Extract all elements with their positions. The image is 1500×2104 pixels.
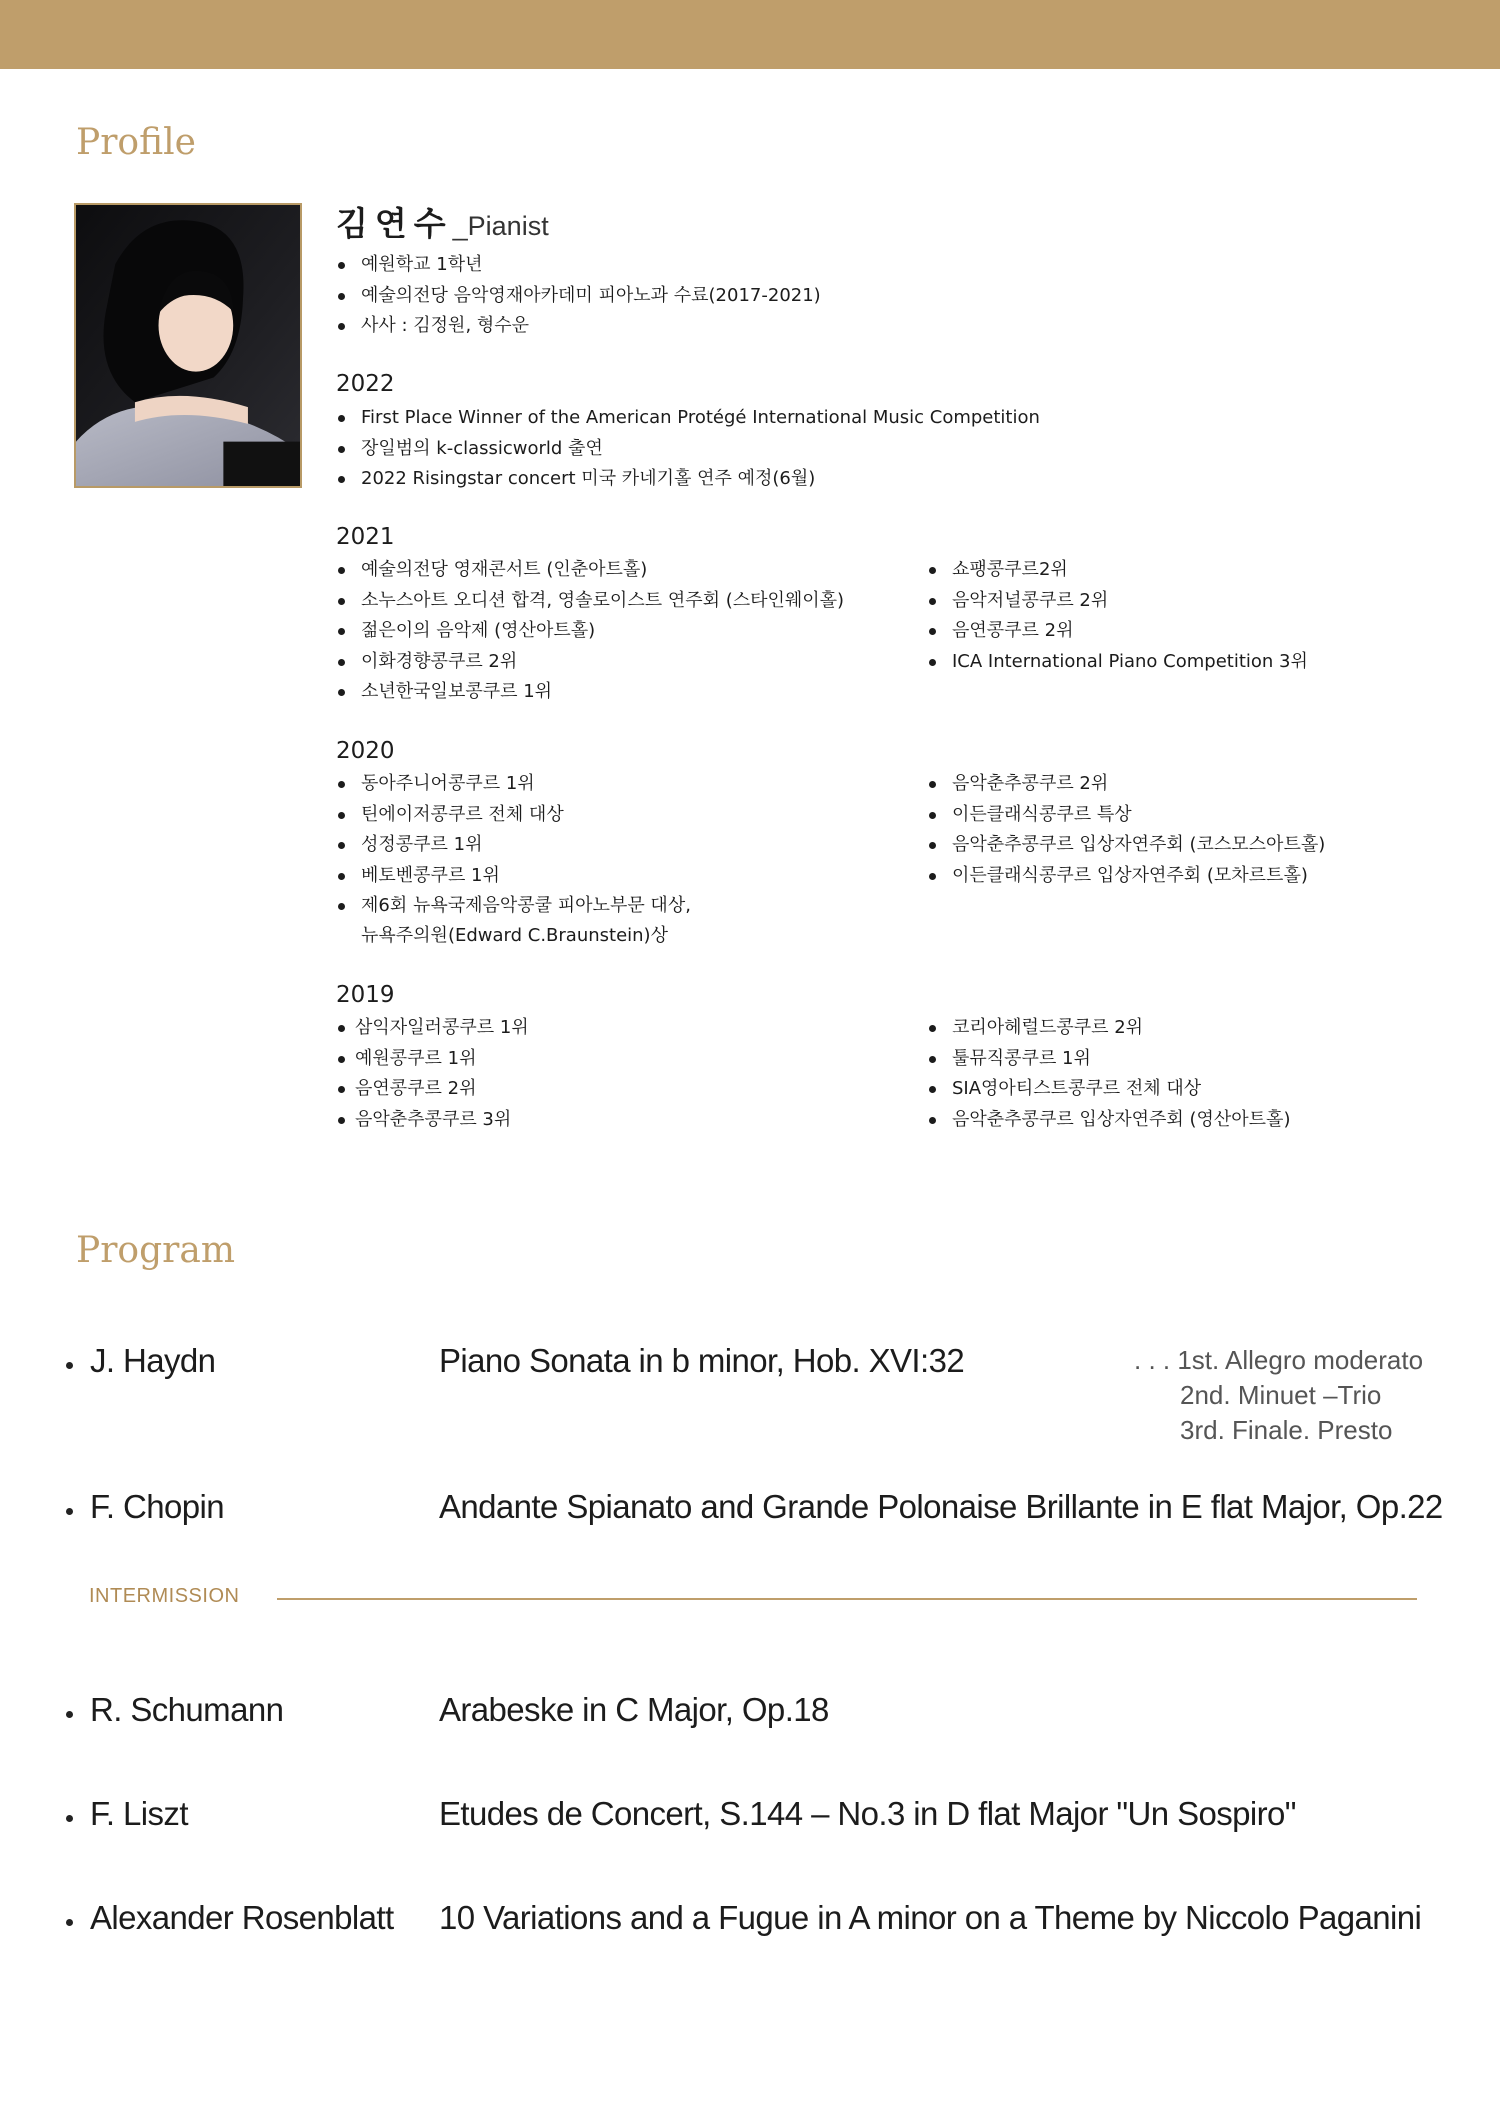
artist-role: _Pianist: [452, 211, 549, 241]
list-item: 음연콩쿠르 2위: [336, 1074, 529, 1105]
year-2022-heading: 2022: [336, 371, 395, 397]
composer-name: J. Haydn: [90, 1342, 216, 1379]
artist-name-korean: 김연수: [336, 204, 453, 243]
list-item: 이든클래식콩쿠르 특상: [927, 800, 1325, 831]
top-accent-band: [0, 0, 1500, 69]
list-item: 삼익자일러콩쿠르 1위: [336, 1013, 529, 1044]
list-item: 사사 : 김정원, 형수운: [336, 311, 821, 342]
list-item: 이화경향콩쿠르 2위: [336, 647, 844, 678]
list-item: 제6회 뉴욕국제음악콩쿨 피아노부문 대상,: [336, 891, 691, 922]
list-item: ICA International Piano Competition 3위: [927, 647, 1308, 678]
list-item: 젊은이의 음악제 (영산아트홀): [336, 616, 844, 647]
list-item: 음악춘추콩쿠르 2위: [927, 769, 1325, 800]
list-item: 성정콩쿠르 1위: [336, 830, 691, 861]
list-item: 코리아헤럴드콩쿠르 2위: [927, 1013, 1290, 1044]
piece-title: Andante Spianato and Grande Polonaise Brillante in E flat Major, Op.22: [439, 1488, 1443, 1525]
year-2021-left-list: [336, 555, 844, 708]
list-item: 동아주니어콩쿠르 1위: [336, 769, 691, 800]
composer-name: Alexander Rosenblatt: [90, 1899, 394, 1936]
year-2020-right-list: [927, 769, 1325, 891]
piece-title: Arabeske in C Major, Op.18: [439, 1691, 829, 1728]
list-item: 음연콩쿠르 2위: [927, 616, 1308, 647]
list-item: 음악저널콩쿠르 2위: [927, 586, 1308, 617]
list-item: 쇼팽콩쿠르2위: [927, 555, 1308, 586]
list-item: 소년한국일보콩쿠르 1위: [336, 677, 844, 708]
year-2021-right-list: [927, 555, 1308, 677]
bullet-icon: [66, 1362, 73, 1369]
list-item: SIA영아티스트콩쿠르 전체 대상: [927, 1074, 1290, 1105]
intro-list: [336, 250, 821, 342]
list-item: 예술의전당 영재콘서트 (인춘아트홀): [336, 555, 844, 586]
bullet-icon: [66, 1508, 73, 1515]
list-item: 이든클래식콩쿠르 입상자연주회 (모차르트홀): [927, 861, 1325, 892]
list-item: 장일범의 k-classicworld 출연: [336, 434, 1040, 465]
haydn-movements: [1134, 1343, 1423, 1448]
intermission-divider: [277, 1598, 1417, 1600]
list-item: 2022 Risingstar concert 미국 카네기홀 연주 예정(6월): [336, 464, 1040, 495]
list-item: 예원콩쿠르 1위: [336, 1044, 529, 1075]
list-item: 음악춘추콩쿠르 입상자연주회 (코스모스아트홀): [927, 830, 1325, 861]
year-2020-heading: 2020: [336, 738, 395, 764]
movement-1: . . . 1st. Allegro moderato: [1134, 1345, 1424, 1375]
list-item: 음악춘추콩쿠르 3위: [336, 1105, 529, 1136]
piece-title: Etudes de Concert, S.144 – No.3 in D flat Major "Un Sospiro": [439, 1795, 1296, 1832]
movement-2: 2nd. Minuet –Trio: [1180, 1380, 1382, 1410]
composer-name: F. Chopin: [90, 1488, 225, 1525]
year-2019-right-list: [927, 1013, 1290, 1135]
year-2020-left-list: [336, 769, 691, 922]
year-2019-heading: 2019: [336, 982, 395, 1008]
list-item: First Place Winner of the American Protégé International Music Competition: [336, 403, 1040, 434]
piece-title: Piano Sonata in b minor, Hob. XVI:32: [439, 1342, 965, 1379]
year-2021-heading: 2021: [336, 524, 395, 550]
program-heading: Program: [76, 1230, 235, 1271]
composer-name: F. Liszt: [90, 1795, 188, 1832]
bullet-icon: [66, 1815, 73, 1822]
movement-3: 3rd. Finale. Presto: [1180, 1415, 1393, 1445]
artist-name: [336, 198, 549, 245]
list-item: 소누스아트 오디션 합격, 영솔로이스트 연주회 (스타인웨이홀): [336, 586, 844, 617]
list-item: 툴뮤직콩쿠르 1위: [927, 1044, 1290, 1075]
list-item: 음악춘추콩쿠르 입상자연주회 (영산아트홀): [927, 1105, 1290, 1136]
profile-heading: Profile: [76, 122, 196, 163]
piece-title: 10 Variations and a Fugue in A minor on a Theme by Niccolo Paganini: [439, 1899, 1422, 1936]
list-item: 예원학교 1학년: [336, 250, 821, 281]
year-2019-left-list: [336, 1013, 529, 1135]
list-item: 틴에이저콩쿠르 전체 대상: [336, 800, 691, 831]
list-item: 베토벤콩쿠르 1위: [336, 861, 691, 892]
year-2020-item-continuation: 뉴욕주의원(Edward C.Braunstein)상: [361, 925, 668, 946]
bullet-icon: [66, 1711, 73, 1718]
bullet-icon: [66, 1919, 73, 1926]
composer-name: R. Schumann: [90, 1691, 284, 1728]
portrait-photo-icon: [74, 203, 302, 488]
list-item: 예술의전당 음악영재아카데미 피아노과 수료(2017-2021): [336, 281, 821, 312]
year-2022-list: [336, 403, 1040, 495]
intermission-label: INTERMISSION: [89, 1585, 240, 1607]
